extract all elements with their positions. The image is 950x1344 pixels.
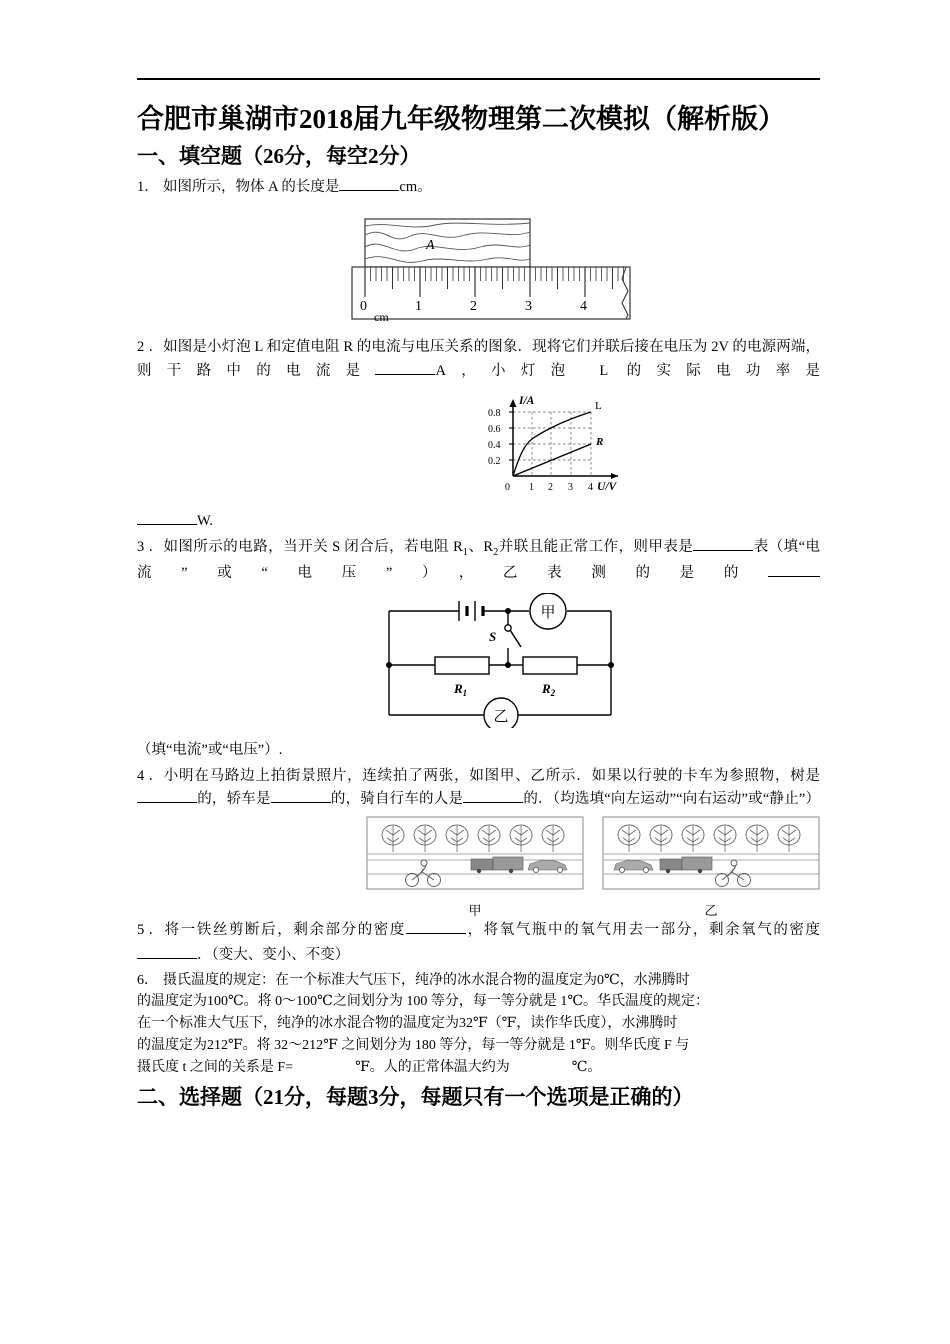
question-2-text-a: 如图是小灯泡 L 和定值电阻 R 的电流与电压关系的图象．现将它们并联后接在电压为 2V 的电源两端，则干路中的电流是 xyxy=(137,339,820,379)
question-6-text-line2: 的温度定为100℃。将 0～100℃之间划分为 100 等分，每一等分就是 1℃。华氏温度的规定： xyxy=(137,994,709,1010)
svg-text:2: 2 xyxy=(469,299,477,315)
question-5-continued xyxy=(137,944,820,967)
question-3-text-a: 如图所示的电路，当开关 S 闭合后，若电阻 R xyxy=(163,538,463,555)
graph-x-arrow xyxy=(611,473,618,479)
graph-y-axis-label: I/A xyxy=(519,395,535,408)
question-3-sub-2: 2 xyxy=(493,546,499,558)
figure-street-photos xyxy=(137,816,820,919)
question-2 xyxy=(137,336,820,383)
svg-text:0.6: 0.6 xyxy=(488,424,501,436)
question-5-blank-1[interactable] xyxy=(406,919,466,934)
question-6-text-line1: 摄氏温度的规定：在一个标准大气压下，纯净的冰水混合物的温度定为0℃，水沸腾时 xyxy=(163,972,690,988)
page-title: 合肥市巢湖市2018届九年级物理第二次模拟（解析版） xyxy=(137,104,785,134)
ruler-unit-label: cm xyxy=(373,310,389,325)
question-4-blank-3[interactable] xyxy=(463,788,523,803)
question-4-text-c: 的，骑自行车的人是 xyxy=(330,791,464,808)
ruler-diagram-svg xyxy=(340,207,640,325)
question-1-number: 1． xyxy=(137,178,159,195)
graph-y-arrow xyxy=(510,399,517,407)
photo-2-caption: 乙 xyxy=(704,902,718,918)
question-6-line-2 xyxy=(137,991,820,1013)
resistor-2-body xyxy=(523,657,577,674)
question-6-line-4 xyxy=(137,1035,820,1057)
graph-curve-label-R: R xyxy=(596,436,604,449)
graph-gridlines xyxy=(513,412,591,476)
svg-text:3: 3 xyxy=(524,299,532,315)
question-6-number: 6． xyxy=(137,972,158,988)
question-3-sub-1: 1 xyxy=(462,546,468,558)
question-4-text-a: 小明在马路边上拍街景照片，连续拍了两张，如图甲、乙所示．如果以行驶的卡车为参照物，树是 xyxy=(163,767,820,784)
resistor-1-body xyxy=(435,657,489,674)
question-3-text-b: 表（填“电流”或“电压”），乙表测的是的 xyxy=(137,538,821,581)
question-5-text-c: ．（变大、变小、不变） xyxy=(197,947,350,964)
svg-text:4: 4 xyxy=(588,482,593,494)
question-3-blank-1[interactable] xyxy=(693,536,753,551)
figure-ruler xyxy=(159,207,820,330)
question-2-number: 2． xyxy=(137,339,163,356)
svg-text:1: 1 xyxy=(414,299,422,315)
meter-bottom-label: 乙 xyxy=(493,707,509,726)
question-1-text-b: cm。 xyxy=(399,178,432,195)
question-6-line-5 xyxy=(137,1057,820,1079)
question-6-line-3 xyxy=(137,1013,820,1035)
question-2-text-c: W. xyxy=(197,513,213,530)
resistor-1-label: $R_1$ xyxy=(454,681,468,699)
street-photo-1-svg xyxy=(366,816,584,894)
question-4-number: 4． xyxy=(137,767,163,784)
ruler-body xyxy=(352,267,630,319)
photo-1-caption: 甲 xyxy=(468,902,482,918)
street-photo-2-svg xyxy=(602,816,820,894)
ruler-object-label: A xyxy=(425,238,435,254)
circuit-diagram-svg xyxy=(371,593,641,728)
svg-text:0.8: 0.8 xyxy=(488,408,501,420)
switch-label: S xyxy=(489,629,497,645)
question-1-text-a: 如图所示，物体 A 的长度是 xyxy=(163,178,340,195)
question-5-text-a: 将一铁丝剪断后，剩余部分的密度 xyxy=(163,921,406,938)
question-1 xyxy=(137,176,820,199)
svg-text:0.2: 0.2 xyxy=(488,456,501,468)
svg-text:0: 0 xyxy=(359,299,367,315)
header-divider xyxy=(137,78,820,80)
question-3-text-c: （填“电流”或“电压”）. xyxy=(137,742,283,759)
section-heading-fill-in-blank: 一、填空题（26分，每空2分） xyxy=(137,143,421,168)
question-6-text-line5b: ℉。人的正常体温大约为 xyxy=(355,1059,510,1075)
question-6-text-line3: 在一个标准大气压下，纯净的冰水混合物的温度定为32℉（℉，读作华氏度），水沸腾时 xyxy=(137,1016,678,1032)
question-5-number: 5． xyxy=(137,921,163,938)
question-5-text-b: ，将氧气瓶中的氧气用去一部分，剩余氧气的密度 xyxy=(465,921,821,938)
iv-graph-svg xyxy=(466,391,641,499)
switch-lever xyxy=(510,630,521,647)
question-6-line-1 xyxy=(137,970,820,992)
question-4 xyxy=(137,765,820,812)
question-5 xyxy=(137,919,820,942)
meter-top-label: 甲 xyxy=(540,603,556,622)
question-3-text-a3: 并联且能正常工作，则甲表是 xyxy=(498,538,694,555)
circuit-junction-dots xyxy=(386,608,614,668)
question-4-text-d: 的．（均选填“向左运动”“向右运动”或“静止”） xyxy=(523,791,821,808)
question-2-blank-2[interactable] xyxy=(137,511,197,526)
graph-y-tick-labels xyxy=(488,408,501,467)
question-4-text-b: 的，轿车是 xyxy=(197,791,271,808)
figure-iv-graph xyxy=(287,391,820,504)
svg-text:0: 0 xyxy=(505,482,510,494)
question-3-blank-2[interactable] xyxy=(768,562,820,577)
svg-text:4: 4 xyxy=(579,299,587,315)
graph-curve-label-L: L xyxy=(595,400,602,413)
question-3-continued xyxy=(137,739,820,762)
question-4-blank-2[interactable] xyxy=(271,788,331,803)
figure-circuit xyxy=(192,593,820,733)
page-content xyxy=(137,78,820,1117)
question-2-text-b: A，小灯泡 L 的实际电功率是 xyxy=(435,362,821,379)
svg-text:1: 1 xyxy=(529,482,534,494)
question-2-continued xyxy=(137,510,820,533)
street-photo-1 xyxy=(366,816,584,919)
question-1-blank-1[interactable] xyxy=(339,176,399,191)
svg-text:0.4: 0.4 xyxy=(488,440,501,452)
question-5-blank-2[interactable] xyxy=(137,944,197,959)
question-3-number: 3． xyxy=(137,538,163,555)
street-photo-2 xyxy=(602,816,820,919)
resistor-2-label: $R_2$ xyxy=(542,681,556,699)
svg-text:2: 2 xyxy=(548,482,553,494)
question-6-text-line5a: 摄氏度 t 之间的关系是 F= xyxy=(137,1059,294,1075)
question-2-blank-1[interactable] xyxy=(375,360,435,375)
question-4-blank-1[interactable] xyxy=(137,788,197,803)
question-3 xyxy=(137,536,820,585)
battery-symbol xyxy=(459,601,483,621)
question-6-text-line5c: ℃。 xyxy=(571,1059,602,1075)
graph-x-axis-label: U/V xyxy=(597,481,617,494)
question-3-text-a2: 、R xyxy=(467,538,494,555)
graph-x-tick-labels xyxy=(505,482,593,493)
question-6-text-line4: 的温度定为212℉。将 32～212℉ 之间划分为 180 等分，每一等分就是 1℉。则华氏度 F 与 xyxy=(137,1038,690,1054)
svg-text:3: 3 xyxy=(568,482,573,494)
section-heading-multiple-choice: 二、选择题（21分，每题3分，每题只有一个选项是正确的） xyxy=(137,1084,694,1109)
